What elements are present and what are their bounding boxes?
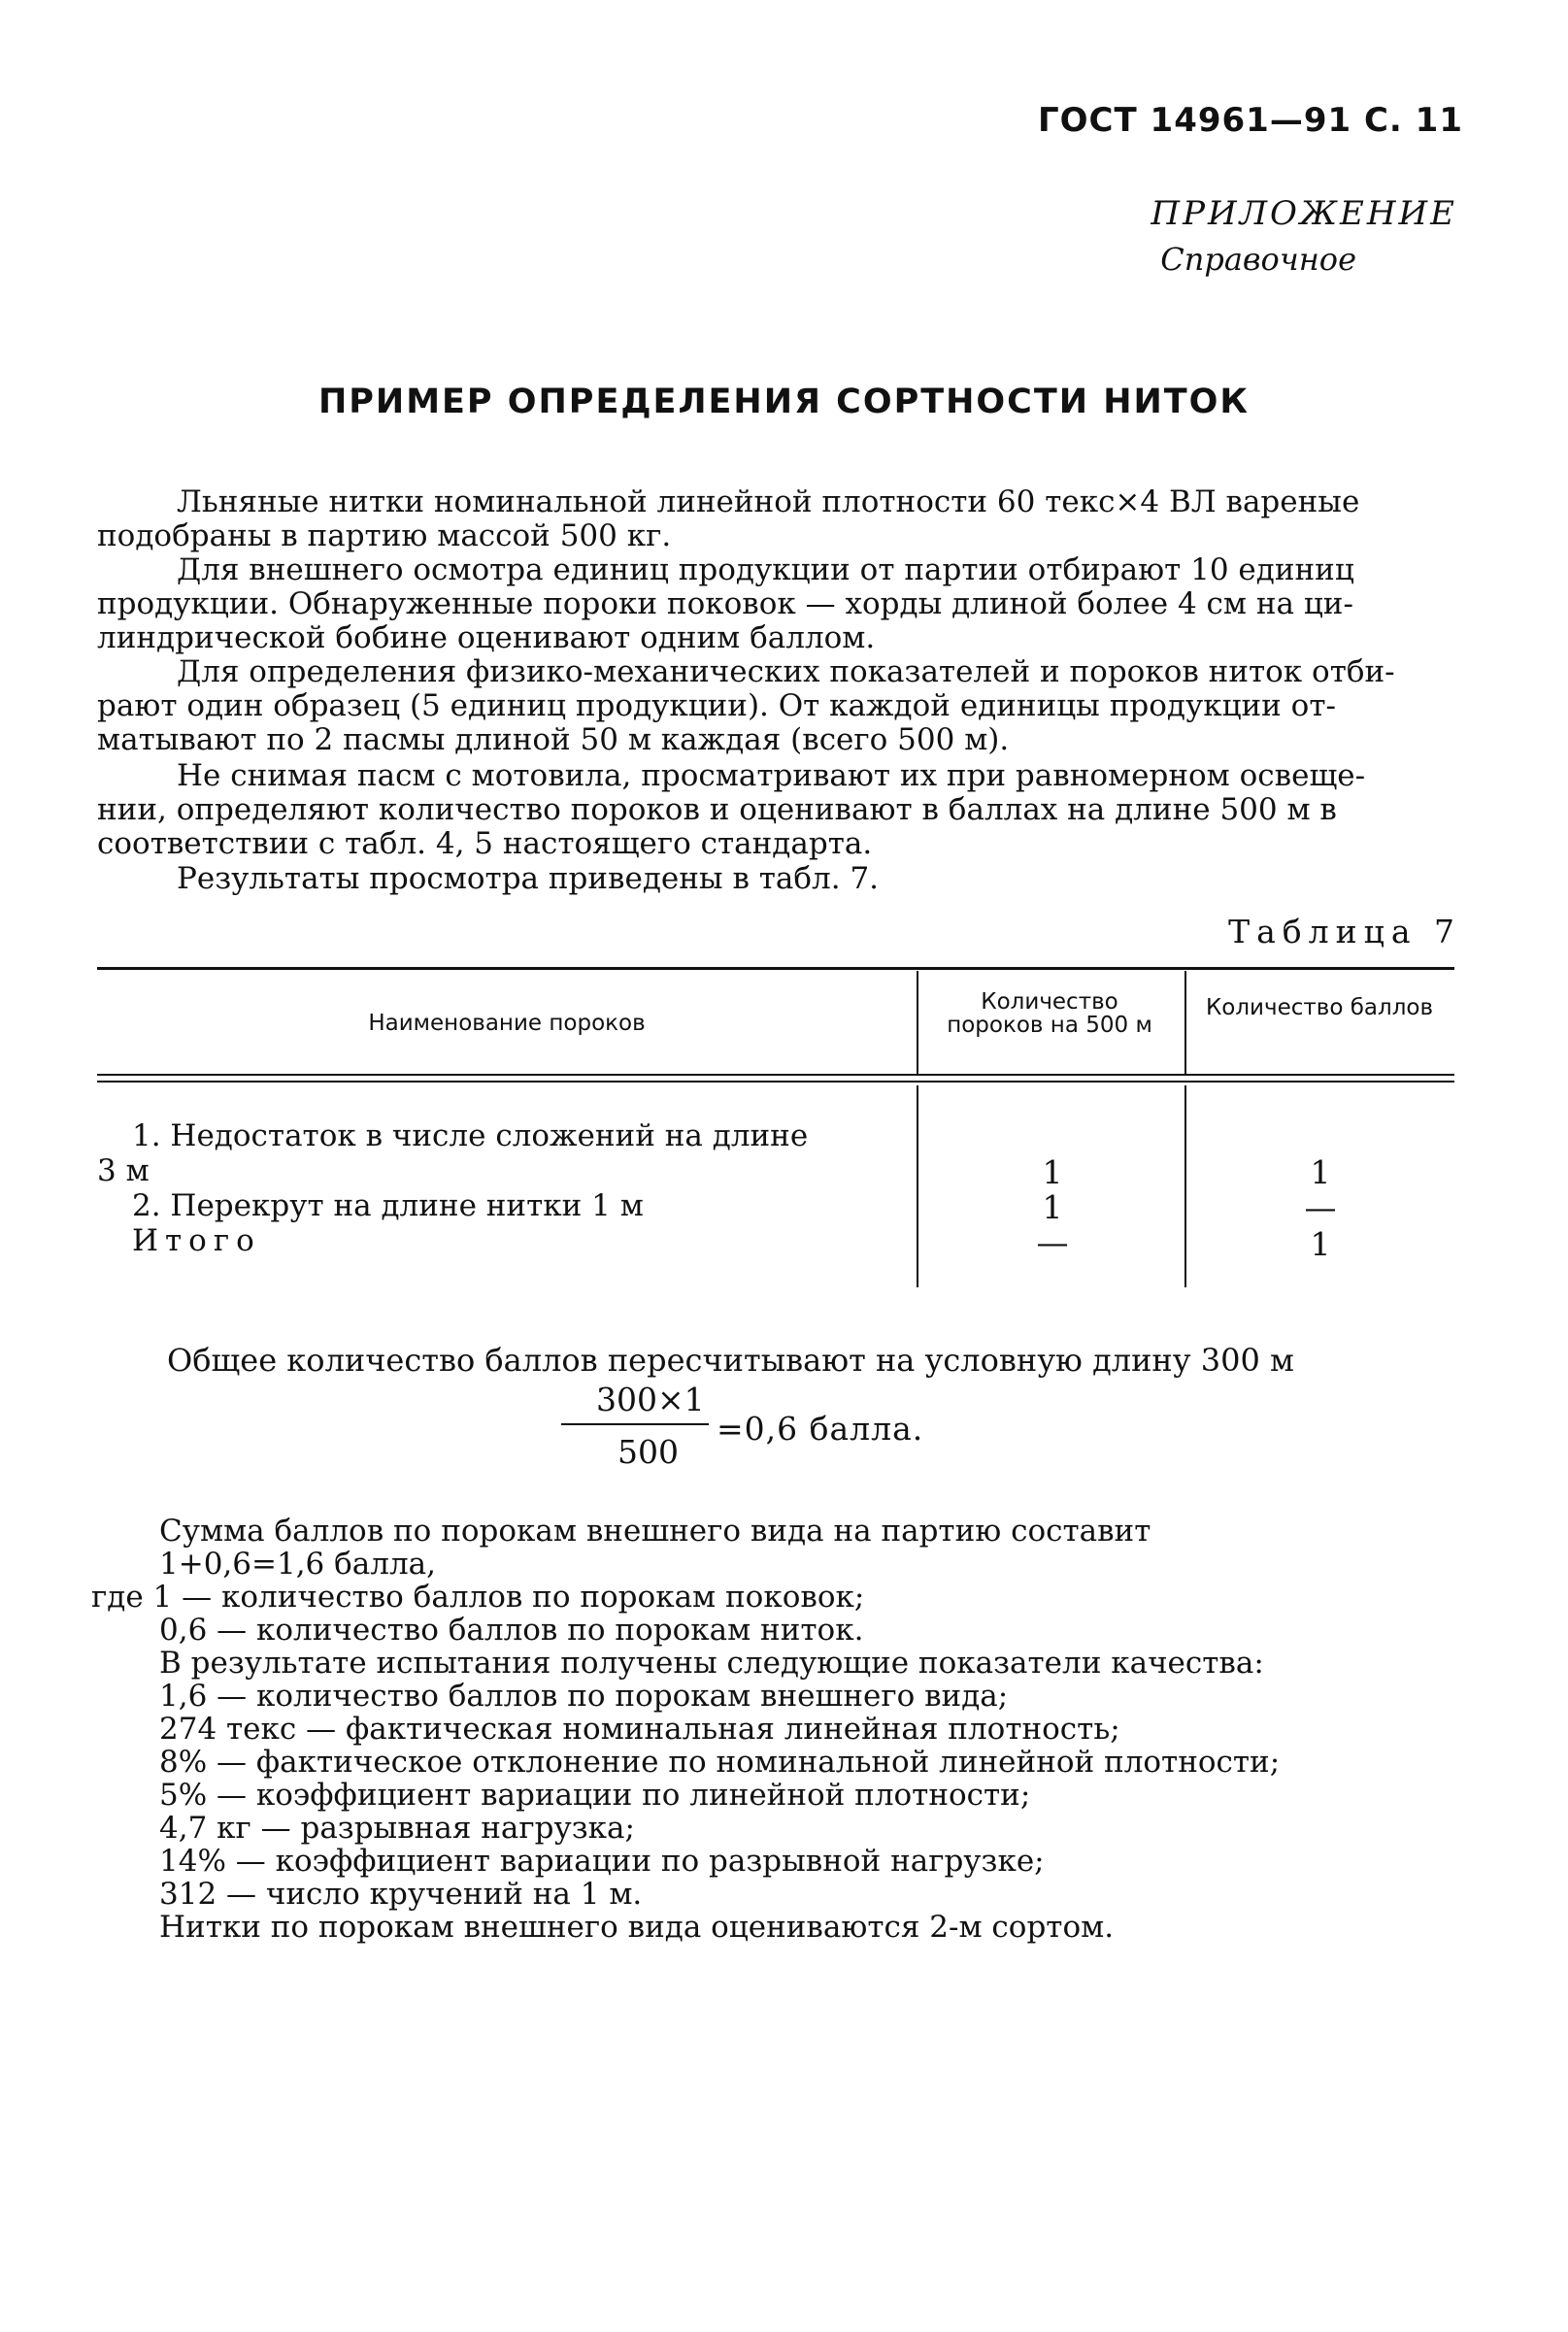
page-title: ПРИМЕР ОПРЕДЕЛЕНИЯ СОРТНОСТИ НИТОК [317, 383, 1251, 421]
table-caption: Таблица 7 [1228, 913, 1461, 950]
formula-result: =0,6 балла. [717, 1410, 924, 1448]
table-col-rule [1184, 1085, 1186, 1287]
summary-line: В результате испытания получены следующие показатели качества: [159, 1646, 1264, 1681]
table-row-1-name-cont: 3 м [97, 1153, 150, 1188]
summary-line: 5% — коэффициент вариации по линейной плотности; [159, 1778, 1031, 1813]
table-header-defects: Количество пороков на 500 м [947, 989, 1152, 1038]
table-col-rule [1184, 971, 1186, 1074]
paragraph-line: подобраны в партию массой 500 кг. [97, 518, 672, 553]
summary-line: 0,6 — количество баллов по порокам ниток. [159, 1613, 864, 1648]
formula-denominator: 500 [617, 1433, 679, 1471]
appendix-type: Справочное [1160, 241, 1356, 278]
paragraph-3 [97, 655, 1456, 757]
paragraph-2 [97, 553, 1456, 655]
summary-line: 312 — число кручений на 1 м. [159, 1877, 643, 1912]
table-header-rule-1 [97, 1074, 1454, 1076]
table-header-name: Наименование пороков [368, 1011, 646, 1036]
table-row-2-defects: 1 [1042, 1188, 1063, 1226]
table-total-points: 1 [1310, 1225, 1331, 1263]
paragraph-line: нии, определяют количество пороков и оценивают в баллах на длине 500 м в [97, 792, 1337, 827]
table-total-defects: — [1036, 1223, 1069, 1261]
summary-line: 4,7 кг — разрывная нагрузка; [159, 1811, 635, 1846]
paragraph-line: Для внешнего осмотра единиц продукции от партии отбирают 10 единиц [177, 552, 1354, 587]
table-header-rule-2 [97, 1081, 1454, 1083]
table-row-1-points: 1 [1310, 1153, 1331, 1191]
summary-line: Сумма баллов по порокам внешнего вида на партию составит [159, 1514, 1151, 1549]
summary-line: Нитки по порокам внешнего вида оцениваются 2-м сортом. [159, 1910, 1115, 1945]
paragraph-line: продукции. Обнаруженные пороки поковок — хорды длиной более 4 см на ци- [97, 586, 1353, 621]
table-row-2-name: 2. Перекрут на длине нитки 1 м [132, 1188, 644, 1223]
paragraph-line: Результаты просмотра приведены в табл. 7. [177, 861, 880, 896]
paragraph-line: Не снимая пасм с мотовила, просматривают их при равномерном освеще- [177, 758, 1366, 793]
formula-numerator: 300×1 [596, 1381, 705, 1418]
table-col-rule [917, 1085, 918, 1287]
table-total-label: Итого [132, 1223, 261, 1258]
paragraph-line: рают один образец (5 единиц продукции). От каждой единицы продукции от- [97, 688, 1336, 723]
summary-line: где 1 — количество баллов по порокам поковок; [91, 1580, 865, 1615]
table-header-points: Количество баллов [1205, 995, 1434, 1020]
summary-line: 14% — коэффициент вариации по разрывной нагрузке; [159, 1844, 1045, 1879]
formula-fraction-bar [561, 1423, 709, 1425]
appendix-label: ПРИЛОЖЕНИЕ [1151, 194, 1457, 233]
summary-line: 274 текс — фактическая номинальная линейная плотность; [159, 1712, 1120, 1747]
paragraph-line: Для определения физико-механических показателей и пороков ниток отби- [177, 654, 1395, 689]
table-top-rule [97, 967, 1454, 970]
paragraph-line: соответствии с табл. 4, 5 настоящего стандарта. [97, 826, 873, 861]
summary-line: 1,6 — количество баллов по порокам внешнего вида; [159, 1679, 1009, 1714]
document-header: ГОСТ 14961—91 С. 11 [1037, 101, 1463, 140]
paragraph-line: Льняные нитки номинальной линейной плотности 60 текс×4 ВЛ вареные [177, 484, 1360, 519]
summary-line: 1+0,6=1,6 балла, [159, 1547, 436, 1582]
summary-line: 8% — фактическое отклонение по номинальной линейной плотности; [159, 1745, 1281, 1780]
table-row-1-defects: 1 [1042, 1153, 1063, 1191]
paragraph-line: линдрической бобине оценивают одним баллом. [97, 620, 876, 655]
paragraph-4 [97, 759, 1456, 861]
paragraph-line: матывают по 2 пасмы длиной 50 м каждая (всего 500 м). [97, 722, 1010, 757]
paragraph-5 [97, 862, 1456, 896]
table-row-1-name: 1. Недостаток в числе сложений на длине [132, 1118, 809, 1153]
table-row-2-points: — [1304, 1188, 1337, 1226]
table-col-rule [917, 971, 918, 1074]
paragraph-1 [97, 485, 1456, 553]
recalc-text: Общее количество баллов пересчитывают на условную длину 300 м [167, 1342, 1294, 1379]
